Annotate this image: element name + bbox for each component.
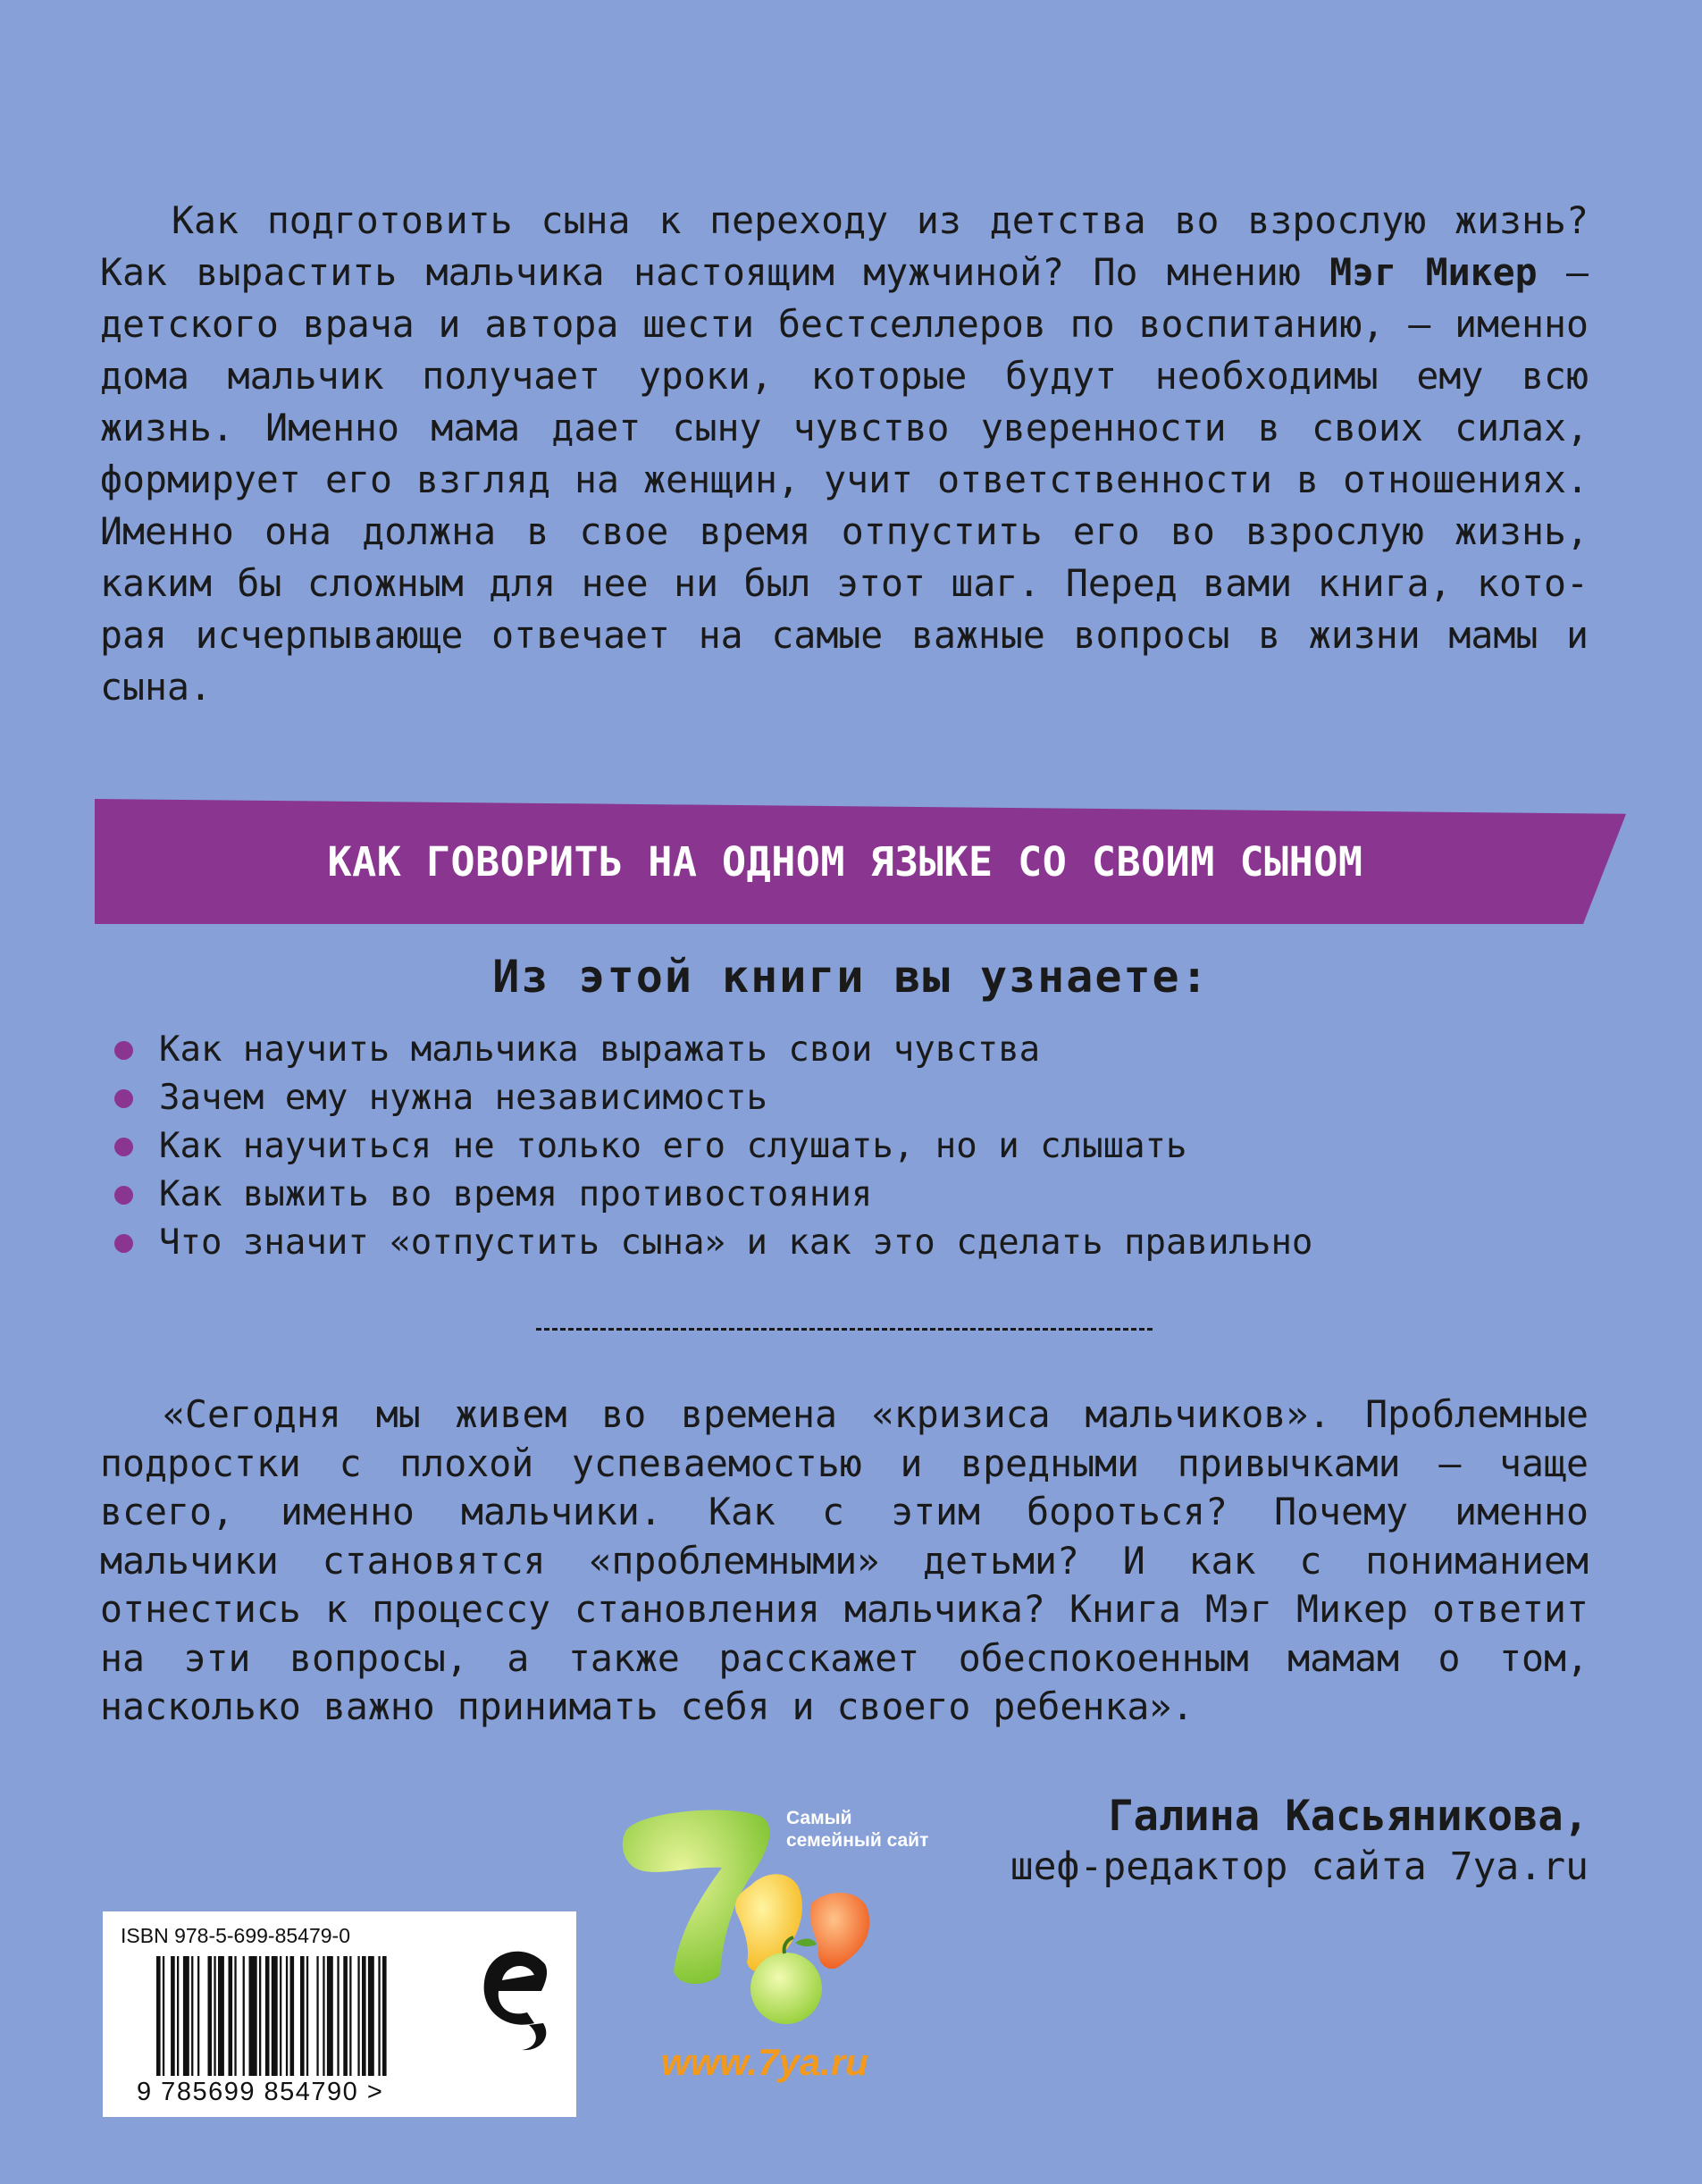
bullet-dot-icon <box>114 1089 133 1108</box>
list-item <box>114 1074 1633 1122</box>
barcode-icon <box>156 1956 523 2079</box>
site-tagline: Самый семейный сайт <box>786 1808 929 1851</box>
bullet-dot-icon <box>114 1234 133 1253</box>
bullet-dot-icon <box>114 1138 133 1156</box>
list-item <box>114 1026 1633 1074</box>
learn-list <box>114 1026 1633 1267</box>
list-item <box>114 1171 1633 1219</box>
list-item-text: Как научить мальчика выражать свои чувства <box>159 1029 1041 1070</box>
list-item-text: Как выжить во время противостояния <box>159 1174 873 1214</box>
list-item-text: Как научиться не только его слушать, но и слышать <box>159 1126 1187 1166</box>
review-quote: «Сегодня мы живем во времена «кризиса мальчиков». Проблемные подростки с плохой успеваемостью и вредными привычками — чаще всего, именно мальчики. Как с этим бороться? Почему именно мальчики становятся «проблемными» детьми? И как с пониманием отнестись к процессу становления мальчика? Книга Мэг Микер ответит на эти вопросы, а также расскажет обеспокоенным мамам о том, насколько важно принимать себя и своего ребенка». <box>100 1392 1589 1728</box>
learn-heading: Из этой книги вы узнаете: <box>492 951 1210 1003</box>
barcode-digits: 9 785699 854790 > <box>137 2078 384 2106</box>
quote-author-role: шеф-редактор сайта 7ya.ru <box>1010 1844 1589 1889</box>
list-item <box>114 1219 1633 1267</box>
quote-signature <box>1010 1792 1589 1892</box>
list-item-text: Зачем ему нужна независимость <box>159 1078 767 1118</box>
isbn-label: ISBN 978-5-699-85479-0 <box>121 1924 350 1947</box>
bullet-dot-icon <box>114 1041 133 1060</box>
intro-paragraph <box>100 195 1589 713</box>
bullet-dot-icon <box>114 1186 133 1205</box>
banner-title: КАК ГОВОРИТЬ НА ОДНОМ ЯЗЫКЕ СО СВОИМ СЫНОМ <box>327 837 1363 886</box>
list-item-text: Что значит «отпустить сына» и как это сделать правильно <box>159 1222 1313 1263</box>
site-url: www.7ya.ru <box>661 2041 868 2083</box>
eksmo-logo-icon <box>472 1937 561 2054</box>
intro-part-1: Как подготовить сына к переходу из детства во взрослую жизнь? Как вырастить мальчика настоящим мужчиной? По мнению <box>100 198 1589 294</box>
author-name: Мэг Микер <box>1329 250 1538 294</box>
intro-part-2: — детского врача и автора шести бестселлеров по воспитанию, — именно дома мальчик получает уроки, которые будут необходимы ему всю жизнь. Именно мама дает сыну чувство уверенности в своих силах, формирует его взгляд на женщин, учит ответственности в отношениях. Именно она должна в свое время отпустить его во взрослую жизнь, каким бы сложным для нее ни был этот шаг. Перед вами книга, которая исчерпывающе отвечает на самые важные вопросы в жизни мамы и сына. <box>100 250 1589 709</box>
dashed-divider <box>536 1328 1153 1331</box>
list-item <box>114 1122 1633 1171</box>
quote-author-name: Галина Касьяникова, <box>1108 1792 1589 1841</box>
